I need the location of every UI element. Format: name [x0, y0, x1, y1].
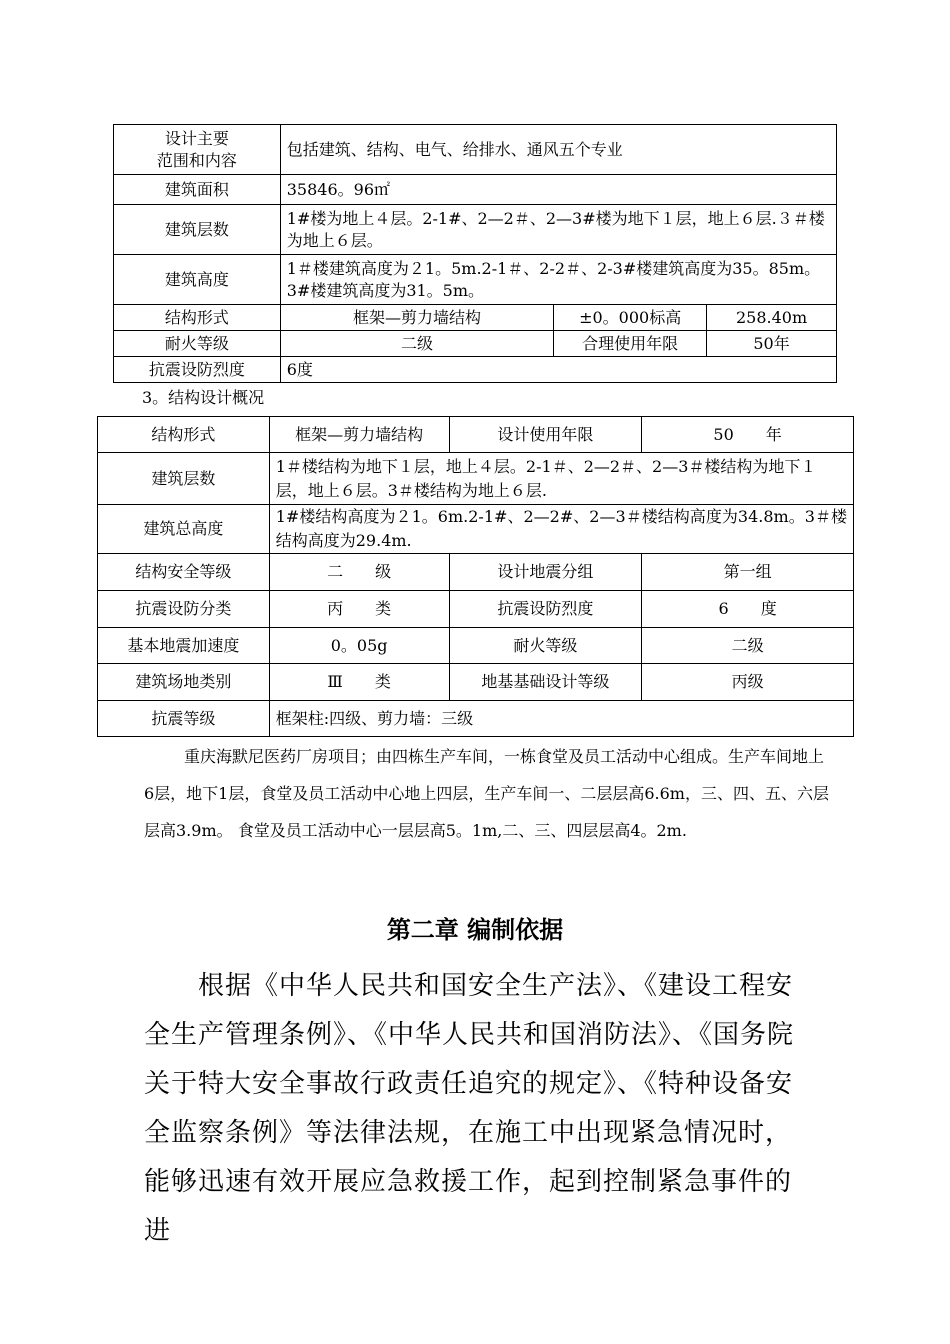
- design-life-value: 50 年: [642, 417, 854, 453]
- elevation-label: ±0。000标高: [554, 305, 707, 331]
- chapter-title: 第二章 编制依据: [386, 916, 564, 944]
- building-height-value: 1＃楼建筑高度为２1。5m.2-1＃、2-2＃、2-3#楼建筑高度为35。85m。3#楼建筑高度为31。5m。: [280, 255, 836, 305]
- acceleration-label: 基本地震加速度: [98, 628, 270, 664]
- structure-form-label: 结构形式: [98, 417, 270, 453]
- table-row: [98, 417, 854, 453]
- site-class-value: Ⅲ 类: [269, 664, 449, 701]
- table-row: [98, 664, 854, 701]
- table-row: [114, 305, 837, 331]
- fire-rating-value: 二级: [280, 331, 554, 357]
- table-row: [114, 205, 837, 255]
- foundation-grade-value: 丙级: [642, 664, 854, 701]
- acceleration-value: 0。05g: [269, 628, 449, 664]
- building-area-value: 35846。96㎡: [280, 175, 836, 205]
- table-row: [98, 554, 854, 591]
- fire-rating-value: 二级: [642, 628, 854, 664]
- table-row: [98, 628, 854, 664]
- table-row: [114, 331, 837, 357]
- seismic-category-label: 抗震设防分类: [98, 591, 270, 628]
- table-row: [98, 701, 854, 737]
- seismic-intensity-value: 6 度: [642, 591, 854, 628]
- table-row: [114, 125, 837, 175]
- table-row: [114, 255, 837, 305]
- project-description-text: 重庆海默尼医药厂房项目；由四栋生产车间，一栋食堂及员工活动中心组成。生产车间地上6层，地下1层，食堂及员工活动中心地上四层，生产车间一、二层层高6.6m，三、四、五、六层层高3.9m。 食堂及员工活动中心一层层高5。1m,二、三、四层层高4。2m.: [144, 747, 829, 840]
- structural-design-table: [97, 416, 854, 737]
- elevation-value: 258.40m: [707, 305, 837, 331]
- total-height-value: 1#楼结构高度为２1。6m.2-1#、2—2#、2—3＃楼结构高度为34.8m。3＃楼结构高度为29.4m.: [269, 505, 853, 554]
- structure-form-label: 结构形式: [114, 305, 281, 331]
- site-class-label: 建筑场地类别: [98, 664, 270, 701]
- design-life-label: 设计使用年限: [449, 417, 642, 453]
- structure-form-value: 框架—剪力墙结构: [269, 417, 449, 453]
- building-floors-label: 建筑层数: [114, 205, 281, 255]
- basis-paragraph: [144, 962, 794, 1256]
- table-row: [98, 453, 854, 505]
- seismic-group-value: 第一组: [642, 554, 854, 591]
- seismic-intensity-value: 6度: [280, 357, 836, 383]
- seismic-category-value: 丙 类: [269, 591, 449, 628]
- basis-paragraph-text: 根据《中华人民共和国安全生产法》、《建设工程安全生产管理条例》、《中华人民共和国消防法》、《国务院关于特大安全事故行政责任追究的规定》、《特种设备安全监察条例》等法律法规，在施工中出现紧急情况时，能够迅速有效开展应急救援工作，起到控制紧急事件的进: [144, 971, 795, 1246]
- fire-rating-label: 耐火等级: [449, 628, 642, 664]
- section-3-title: 3。结构设计概况: [142, 388, 265, 407]
- fire-rating-label: 耐火等级: [114, 331, 281, 357]
- seismic-group-label: 设计地震分组: [449, 554, 642, 591]
- service-life-label: 合理使用年限: [554, 331, 707, 357]
- seismic-intensity-label: 抗震设防烈度: [114, 357, 281, 383]
- structure-form-value: 框架—剪力墙结构: [280, 305, 554, 331]
- table-row: [114, 357, 837, 383]
- project-info-table: [113, 124, 837, 383]
- service-life-value: 50年: [707, 331, 837, 357]
- project-description: [144, 738, 834, 849]
- seismic-grade-value: 框架柱:四级、剪力墙：三级: [269, 701, 853, 737]
- design-scope-label: 设计主要 范围和内容: [114, 125, 281, 175]
- total-height-label: 建筑总高度: [98, 505, 270, 554]
- design-scope-value: 包括建筑、结构、电气、给排水、通风五个专业: [280, 125, 836, 175]
- safety-grade-label: 结构安全等级: [98, 554, 270, 591]
- seismic-intensity-label: 抗震设防烈度: [449, 591, 642, 628]
- safety-grade-value: 二 级: [269, 554, 449, 591]
- table-row: [114, 175, 837, 205]
- building-floors-value: 1#楼为地上４层。2-1#、2—2＃、2—3#楼为地下１层，地上６层.３＃楼为地上６层。: [280, 205, 836, 255]
- building-height-label: 建筑高度: [114, 255, 281, 305]
- seismic-grade-label: 抗震等级: [98, 701, 270, 737]
- table-row: [98, 591, 854, 628]
- foundation-grade-label: 地基基础设计等级: [449, 664, 642, 701]
- building-area-label: 建筑面积: [114, 175, 281, 205]
- structure-floors-value: 1＃楼结构为地下１层，地上４层。2-1＃、2—2＃、2—3＃楼结构为地下１层，地上６层。3＃楼结构为地上６层.: [269, 453, 853, 505]
- structure-floors-label: 建筑层数: [98, 453, 270, 505]
- table-row: [98, 505, 854, 554]
